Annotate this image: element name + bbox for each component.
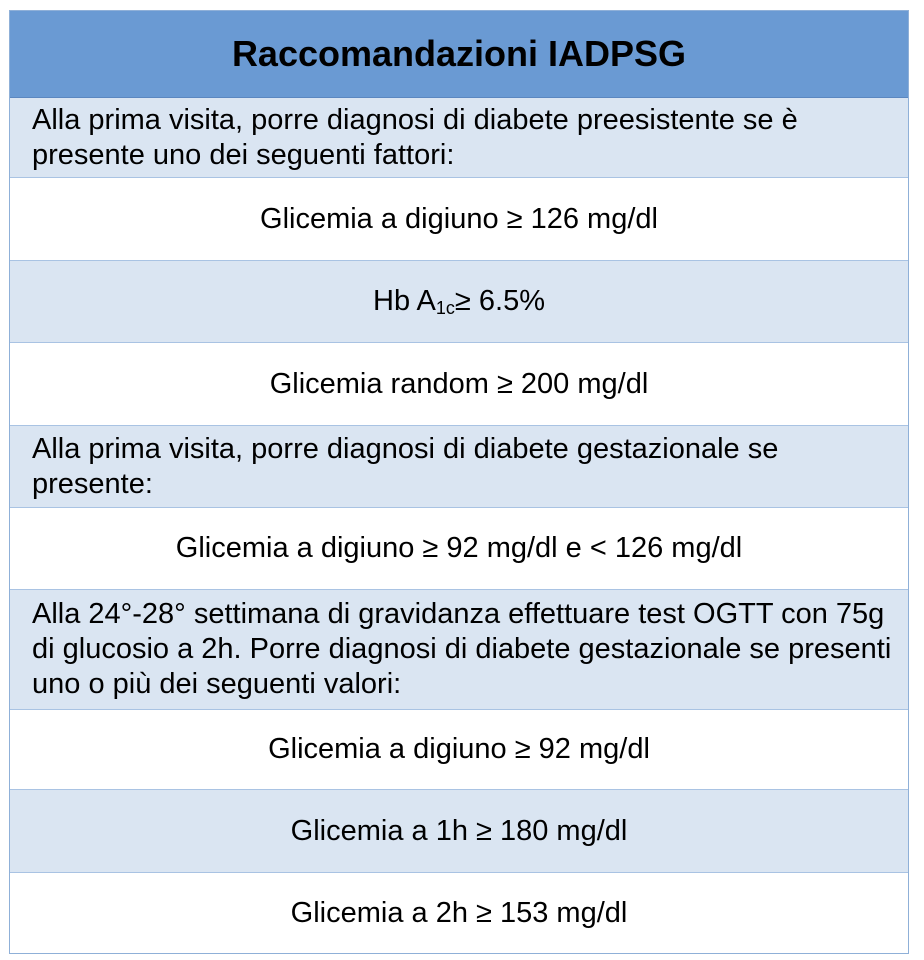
section-intro-text: Alla 24°-28° settimana di gravidanza effettuare test OGTT con 75g di glucosio a 2h. Porre diagnosi di diabete gestazionale se presenti uno o più dei seguenti valori:: [32, 598, 892, 700]
table-title: Raccomandazioni IADPSG: [231, 33, 687, 74]
criterion-2h-153: Glicemia a 2h ≥ 153 mg/dl: [290, 896, 628, 929]
section-intro-ogtt: [10, 590, 908, 710]
table-row: [10, 873, 908, 953]
hba1c-prefix: Hb A: [373, 285, 436, 317]
criterion-fasting-92-126: Glicemia a digiuno ≥ 92 mg/dl e < 126 mg/dl: [175, 532, 743, 564]
criterion-fasting-92: Glicemia a digiuno ≥ 92 mg/dl: [268, 733, 650, 765]
table-row: [10, 343, 908, 426]
section-intro-text: Alla prima visita, porre diagnosi di diabete gestazionale se presente:: [32, 432, 779, 500]
table-row: [10, 710, 908, 790]
hba1c-suffix: ≥ 6.5%: [454, 285, 545, 317]
section-intro-preexisting: [10, 98, 908, 178]
table-row: [10, 178, 908, 261]
section-intro-text: Alla prima visita, porre diagnosi di diabete preesistente se è presente uno dei seguenti fattori:: [32, 103, 798, 171]
criterion-hba1c: [373, 284, 545, 319]
hba1c-subscript: 1c: [435, 298, 455, 318]
section-intro-gestational: [10, 426, 908, 508]
criterion-random-200: Glicemia random ≥ 200 mg/dl: [269, 367, 649, 400]
criterion-fasting-126: Glicemia a digiuno ≥ 126 mg/dl: [260, 202, 658, 235]
table-row: [10, 508, 908, 590]
table-row: [10, 790, 908, 873]
iadpsg-recommendations-table: [9, 10, 909, 954]
table-header: [10, 11, 908, 98]
table-row: [10, 261, 908, 343]
criterion-1h-180: Glicemia a 1h ≥ 180 mg/dl: [290, 814, 628, 847]
